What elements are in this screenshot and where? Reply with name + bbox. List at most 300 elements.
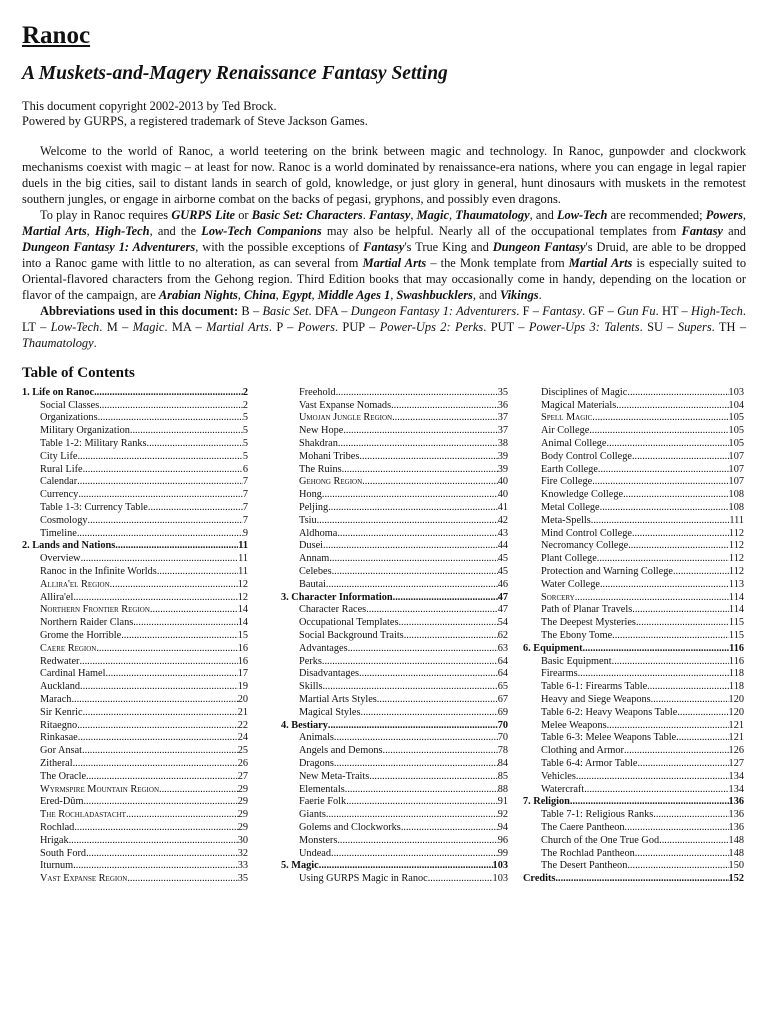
toc-entry-title: Firearms xyxy=(541,668,578,680)
toc-entry[interactable] xyxy=(523,656,744,669)
toc-leader-dots xyxy=(592,476,728,489)
book-title: Middle Ages 1 xyxy=(317,287,391,302)
toc-entry[interactable] xyxy=(22,387,248,400)
toc-page-number: 15 xyxy=(237,630,248,642)
toc-page-number: 134 xyxy=(728,770,744,782)
book-title: GURPS Lite xyxy=(171,207,236,222)
toc-leader-dots xyxy=(345,784,498,797)
toc-entry[interactable] xyxy=(523,848,744,861)
toc-leader-dots xyxy=(659,835,728,848)
toc-entry[interactable] xyxy=(523,860,744,873)
toc-leader-dots xyxy=(127,873,237,886)
toc-leader-dots xyxy=(121,630,237,643)
toc-entry-title: Timeline xyxy=(40,527,77,539)
text-run: . xyxy=(93,335,97,350)
toc-entry[interactable] xyxy=(22,489,248,502)
toc-page-number: 112 xyxy=(728,540,744,552)
toc-entry[interactable] xyxy=(22,540,248,553)
toc-entry[interactable] xyxy=(281,720,508,733)
toc-leader-dots xyxy=(99,400,243,413)
toc-page-number: 17 xyxy=(237,668,248,680)
trademark-line: Powered by GURPS, a registered trademark of Steve Jackson Games. xyxy=(22,113,368,128)
toc-page-number: 33 xyxy=(237,860,248,872)
toc-entry-title: City Life xyxy=(40,450,78,462)
toc-leader-dots xyxy=(607,720,729,733)
toc-page-number: 152 xyxy=(728,873,744,885)
toc-entry-title: Overview xyxy=(40,553,81,565)
toc-entry[interactable] xyxy=(281,796,508,809)
toc-entry[interactable] xyxy=(523,515,744,528)
intro-paragraph xyxy=(22,207,746,303)
toc-leader-dots xyxy=(86,771,238,784)
toc-entry-title: Auckland xyxy=(40,681,81,693)
toc-page-number: 32 xyxy=(237,847,248,859)
book-title: Vikings xyxy=(500,287,539,302)
toc-entry[interactable] xyxy=(523,784,744,797)
toc-leader-dots xyxy=(157,566,238,579)
toc-entry-title: The Desert Pantheon xyxy=(541,860,628,872)
toc-entry[interactable] xyxy=(281,784,508,797)
toc-entry[interactable] xyxy=(281,412,508,425)
toc-entry[interactable] xyxy=(22,720,248,733)
toc-entry[interactable] xyxy=(281,822,508,835)
toc-page-number: 67 xyxy=(497,694,508,706)
toc-entry[interactable] xyxy=(281,579,508,592)
toc-leader-dots xyxy=(637,758,728,771)
toc-leader-dots xyxy=(377,694,498,707)
toc-entry[interactable] xyxy=(22,412,248,425)
toc-leader-dots xyxy=(555,873,728,886)
toc-entry[interactable] xyxy=(22,400,248,413)
text-run: are recommended; xyxy=(607,207,706,222)
italic-text: Dungeon Fantasy 1: Adventurers xyxy=(350,303,517,318)
toc-page-number: 45 xyxy=(497,566,508,578)
toc-entry[interactable] xyxy=(281,809,508,822)
book-title: Martial Arts xyxy=(568,255,633,270)
toc-entry[interactable] xyxy=(22,643,248,656)
toc-entry[interactable] xyxy=(22,732,248,745)
toc-entry[interactable] xyxy=(523,707,744,720)
toc-entry[interactable] xyxy=(22,604,248,617)
toc-entry[interactable] xyxy=(523,412,744,425)
toc-page-number: 38 xyxy=(497,438,508,450)
toc-page-number: 108 xyxy=(728,502,744,514)
toc-entry[interactable] xyxy=(281,387,508,400)
text-run: is especially suited to Oriental-flavored characters from the Gehong region. Third Edition books that may occasionally come in handy, depending on the location or flavor of the campaign, are xyxy=(22,255,747,302)
toc-leader-dots xyxy=(77,476,243,489)
toc-entry[interactable] xyxy=(281,771,508,784)
toc-page-number: 114 xyxy=(728,591,744,603)
text-run: . M – xyxy=(99,319,133,334)
toc-leader-dots xyxy=(69,835,238,848)
toc-entry-title: Mohani Tribes xyxy=(299,450,360,462)
toc-leader-dots xyxy=(598,464,729,477)
italic-text: Fantasy xyxy=(542,303,583,318)
toc-entry-title: Animals xyxy=(299,732,334,744)
toc-entry[interactable] xyxy=(523,720,744,733)
toc-entry[interactable] xyxy=(281,758,508,771)
toc-entry[interactable] xyxy=(281,476,508,489)
toc-entry[interactable] xyxy=(523,681,744,694)
toc-page-number: 148 xyxy=(728,847,744,859)
toc-leader-dots xyxy=(600,579,729,592)
toc-leader-dots xyxy=(676,732,728,745)
toc-leader-dots xyxy=(616,400,728,413)
text-run: , and xyxy=(529,207,557,222)
toc-entry-title: Table 6-4: Armor Table xyxy=(541,758,638,769)
toc-entry[interactable] xyxy=(22,630,248,643)
toc-leader-dots xyxy=(383,745,498,758)
toc-page-number: 54 xyxy=(497,617,508,629)
text-run: . GF – xyxy=(582,303,618,318)
toc-entry[interactable] xyxy=(523,425,744,438)
toc-entry[interactable] xyxy=(22,566,248,579)
toc-entry[interactable] xyxy=(523,579,744,592)
toc-entry-title: Rural Life xyxy=(40,463,83,475)
toc-leader-dots xyxy=(328,720,498,733)
toc-entry[interactable] xyxy=(22,476,248,489)
toc-page-number: 88 xyxy=(497,783,508,795)
toc-leader-dots xyxy=(159,784,238,797)
book-title: Egypt xyxy=(281,287,312,302)
toc-entry[interactable] xyxy=(523,604,744,617)
toc-entry[interactable] xyxy=(523,732,744,745)
toc-entry[interactable] xyxy=(281,643,508,656)
toc-leader-dots xyxy=(337,835,497,848)
toc-leader-dots xyxy=(334,758,498,771)
toc-page-number: 44 xyxy=(497,540,508,552)
toc-entry[interactable] xyxy=(523,617,744,630)
toc-entry-title: Gor Ansat xyxy=(40,745,83,757)
toc-page-number: 16 xyxy=(237,655,248,667)
toc-leader-dots xyxy=(147,438,243,451)
toc-leader-dots xyxy=(392,412,498,425)
toc-entry-title: Faerie Folk xyxy=(299,796,347,808)
toc-entry[interactable] xyxy=(22,848,248,861)
toc-page-number: 16 xyxy=(237,642,248,654)
toc-leader-dots xyxy=(346,796,498,809)
toc-entry[interactable] xyxy=(22,656,248,669)
toc-entry-title: Ered-Dûm xyxy=(40,796,84,808)
italic-text: Magic xyxy=(132,319,165,334)
toc-entry[interactable] xyxy=(281,707,508,720)
toc-entry[interactable] xyxy=(281,515,508,528)
toc-entry[interactable] xyxy=(523,809,744,822)
toc-page-number: 5 xyxy=(242,412,248,424)
toc-entry[interactable] xyxy=(523,438,744,451)
toc-entry[interactable] xyxy=(22,796,248,809)
toc-entry-title: Metal College xyxy=(541,502,600,514)
toc-entry[interactable] xyxy=(281,860,508,873)
toc-entry[interactable] xyxy=(22,528,248,541)
toc-entry[interactable] xyxy=(523,796,744,809)
toc-entry[interactable] xyxy=(281,668,508,681)
toc-entry[interactable] xyxy=(523,540,744,553)
toc-leader-dots xyxy=(632,604,729,617)
toc-entry[interactable] xyxy=(281,566,508,579)
toc-entry-title: Undead xyxy=(299,847,332,859)
toc-leader-dots xyxy=(623,489,728,502)
toc-entry[interactable] xyxy=(523,451,744,464)
table-of-contents xyxy=(22,387,746,886)
toc-entry[interactable] xyxy=(22,771,248,784)
toc-page-number: 121 xyxy=(728,732,744,744)
toc-leader-dots xyxy=(578,668,729,681)
toc-entry[interactable] xyxy=(523,822,744,835)
book-title: Martial Arts xyxy=(362,255,427,270)
toc-entry[interactable] xyxy=(523,694,744,707)
toc-entry[interactable] xyxy=(22,835,248,848)
toc-page-number: 136 xyxy=(728,821,744,833)
toc-entry[interactable] xyxy=(523,489,744,502)
toc-entry[interactable] xyxy=(281,604,508,617)
toc-entry[interactable] xyxy=(523,502,744,515)
toc-entry[interactable] xyxy=(22,822,248,835)
toc-leader-dots xyxy=(105,668,237,681)
toc-entry[interactable] xyxy=(523,745,744,758)
toc-entry[interactable] xyxy=(281,438,508,451)
toc-entry[interactable] xyxy=(523,553,744,566)
toc-entry[interactable] xyxy=(523,758,744,771)
toc-leader-dots xyxy=(366,604,498,617)
toc-leader-dots xyxy=(338,438,498,451)
toc-entry[interactable] xyxy=(22,860,248,873)
toc-entry-title: Redwater xyxy=(40,655,80,667)
toc-entry-title: Vast Expanse Region xyxy=(40,873,128,885)
toc-leader-dots xyxy=(612,656,729,669)
toc-page-number: 40 xyxy=(497,489,508,501)
toc-entry[interactable] xyxy=(523,643,744,656)
toc-page-number: 7 xyxy=(242,476,248,488)
toc-leader-dots xyxy=(624,745,729,758)
toc-entry-title: Heavy and Siege Weapons xyxy=(541,694,651,706)
text-run: , xyxy=(86,223,95,238)
toc-entry[interactable] xyxy=(523,528,744,541)
toc-entry[interactable] xyxy=(281,540,508,553)
toc-leader-dots xyxy=(428,873,493,886)
toc-entry-title: South Ford xyxy=(40,847,87,859)
toc-entry[interactable] xyxy=(281,681,508,694)
toc-leader-dots xyxy=(150,604,238,617)
toc-entry-title: Disadvantages xyxy=(299,668,360,680)
toc-page-number: 36 xyxy=(497,399,508,411)
toc-entry[interactable] xyxy=(281,489,508,502)
toc-entry[interactable] xyxy=(281,464,508,477)
toc-leader-dots xyxy=(592,412,728,425)
toc-entry-title: 3. Character Information xyxy=(281,591,393,603)
toc-leader-dots xyxy=(77,451,242,464)
text-run: , xyxy=(742,207,747,222)
book-title: Low-Tech xyxy=(556,207,608,222)
toc-entry[interactable] xyxy=(523,592,744,605)
toc-leader-dots xyxy=(96,643,237,656)
toc-entry-title: Credits xyxy=(523,873,556,885)
toc-leader-dots xyxy=(323,540,498,553)
toc-page-number: 70 xyxy=(497,719,508,731)
toc-page-number: 112 xyxy=(728,553,744,565)
toc-page-number: 29 xyxy=(237,796,248,808)
toc-entry-title: New Meta-Traits xyxy=(299,770,370,782)
toc-page-number: 11 xyxy=(238,540,248,552)
toc-entry-title: Giants xyxy=(299,809,326,821)
toc-leader-dots xyxy=(398,617,497,630)
toc-page-number: 120 xyxy=(728,694,744,706)
toc-entry[interactable] xyxy=(281,425,508,438)
toc-entry-title: Ranoc in the Infinite Worlds xyxy=(40,566,157,578)
toc-page-number: 115 xyxy=(728,617,744,629)
toc-entry-title: Earth College xyxy=(541,463,598,475)
toc-entry-title: Advantages xyxy=(299,642,348,654)
toc-entry[interactable] xyxy=(281,451,508,464)
toc-leader-dots xyxy=(343,425,497,438)
toc-entry-title: Watercraft xyxy=(541,783,585,795)
text-run: . MA – xyxy=(164,319,207,334)
toc-entry[interactable] xyxy=(281,745,508,758)
text-run: and xyxy=(722,223,746,238)
toc-entry[interactable] xyxy=(281,502,508,515)
toc-entry[interactable] xyxy=(281,694,508,707)
toc-entry[interactable] xyxy=(22,438,248,451)
toc-entry[interactable] xyxy=(523,400,744,413)
toc-entry[interactable] xyxy=(22,758,248,771)
toc-leader-dots xyxy=(319,860,493,873)
toc-entry[interactable] xyxy=(281,835,508,848)
toc-page-number: 150 xyxy=(728,860,744,872)
toc-entry[interactable] xyxy=(22,451,248,464)
toc-entry[interactable] xyxy=(523,873,744,886)
toc-leader-dots xyxy=(576,771,729,784)
toc-leader-dots xyxy=(348,643,498,656)
toc-leader-dots xyxy=(71,694,237,707)
toc-entry-title: Body Control College xyxy=(541,450,632,462)
toc-page-number: 5 xyxy=(242,450,248,462)
toc-leader-dots xyxy=(78,489,243,502)
toc-entry[interactable] xyxy=(22,425,248,438)
toc-page-number: 111 xyxy=(729,514,744,526)
toc-leader-dots xyxy=(81,553,238,566)
toc-page-number: 19 xyxy=(237,681,248,693)
toc-page-number: 62 xyxy=(497,630,508,642)
toc-page-number: 116 xyxy=(729,642,744,654)
toc-leader-dots xyxy=(328,502,498,515)
toc-entry-title: Path of Planar Travels xyxy=(541,604,633,616)
toc-entry[interactable] xyxy=(22,873,248,886)
toc-entry[interactable] xyxy=(22,694,248,707)
toc-entry[interactable] xyxy=(523,566,744,579)
toc-entry-title: Allira'el xyxy=(40,591,74,603)
book-title: Magic xyxy=(416,207,449,222)
toc-entry-title: Freehold xyxy=(299,386,336,398)
book-title: Fantasy xyxy=(363,239,405,254)
toc-entry-title: The Rochlad Pantheon xyxy=(541,847,635,859)
toc-entry[interactable] xyxy=(523,464,744,477)
toc-entry-title: Hong xyxy=(299,489,322,501)
toc-leader-dots xyxy=(635,848,729,861)
toc-page-number: 35 xyxy=(497,386,508,398)
toc-leader-dots xyxy=(326,809,498,822)
toc-leader-dots xyxy=(369,771,497,784)
toc-entry[interactable] xyxy=(22,592,248,605)
toc-entry[interactable] xyxy=(523,387,744,400)
toc-entry[interactable] xyxy=(22,502,248,515)
toc-leader-dots xyxy=(583,643,730,656)
text-run: , xyxy=(237,287,244,302)
toc-entry[interactable] xyxy=(281,553,508,566)
toc-entry[interactable] xyxy=(22,515,248,528)
toc-entry[interactable] xyxy=(281,848,508,861)
toc-entry[interactable] xyxy=(281,732,508,745)
toc-page-number: 96 xyxy=(497,834,508,846)
book-title: China xyxy=(243,287,276,302)
toc-entry[interactable] xyxy=(22,784,248,797)
italic-text: High-Tech xyxy=(691,303,743,318)
toc-entry[interactable] xyxy=(22,745,248,758)
toc-entry[interactable] xyxy=(22,707,248,720)
toc-entry[interactable] xyxy=(523,771,744,784)
toc-leader-dots xyxy=(570,796,729,809)
toc-leader-dots xyxy=(677,707,728,720)
bold-label: Abbreviations used in this document: xyxy=(40,303,239,318)
toc-entry[interactable] xyxy=(523,630,744,643)
text-run: , and the xyxy=(149,223,202,238)
italic-text: Power-Ups 3: Talents xyxy=(528,319,640,334)
toc-entry[interactable] xyxy=(523,476,744,489)
toc-entry-title: Necromancy College xyxy=(541,540,629,552)
copyright-line: This document copyright 2002-2013 by Ted Brock. xyxy=(22,98,277,113)
toc-page-number: 118 xyxy=(728,681,744,693)
intro-paragraph xyxy=(22,143,746,207)
text-run: Welcome to the world of Ranoc, a world teetering on the brink between magic and technology. In Ranoc, gunpowder and clockwork mechanisms coexist with magic – at least for now. Ranoc is a world dominated by renaissance-era nations, where you can engage in legal rapier duels in the big cities, sail to distant lands in search of gold, knowledge, or just glory in general, hunt dinosaurs with muskets in the remotest southern jungles, or engage in airborne combat on the backs of pegasi, gryphons, and possibly even dragons. xyxy=(22,143,746,206)
book-title: Basic Set: Characters xyxy=(251,207,363,222)
toc-page-number: 78 xyxy=(497,745,508,757)
text-run: . F – xyxy=(516,303,543,318)
toc-entry[interactable] xyxy=(523,668,744,681)
toc-leader-dots xyxy=(612,630,729,643)
book-title: Dungeon Fantasy 1: Adventurers xyxy=(22,239,196,254)
toc-entry-title: Basic Equipment xyxy=(541,655,612,667)
toc-page-number: 107 xyxy=(728,476,744,488)
toc-page-number: 47 xyxy=(497,604,508,616)
toc-entry-title: Military Organization xyxy=(40,425,130,437)
toc-entry[interactable] xyxy=(22,668,248,681)
toc-entry[interactable] xyxy=(281,400,508,413)
toc-entry[interactable] xyxy=(523,835,744,848)
toc-entry[interactable] xyxy=(281,528,508,541)
toc-entry-title: Peljing xyxy=(299,502,329,514)
toc-entry[interactable] xyxy=(281,656,508,669)
toc-entry[interactable] xyxy=(22,579,248,592)
toc-leader-dots xyxy=(77,720,238,733)
toc-entry[interactable] xyxy=(22,617,248,630)
toc-page-number: 108 xyxy=(728,489,744,501)
toc-entry[interactable] xyxy=(22,809,248,822)
italic-text: Low-Tech xyxy=(50,319,100,334)
toc-entry-title: Grome the Horrible xyxy=(40,630,122,642)
toc-leader-dots xyxy=(86,848,238,861)
toc-page-number: 105 xyxy=(728,438,744,450)
toc-entry[interactable] xyxy=(281,630,508,643)
toc-entry[interactable] xyxy=(281,617,508,630)
toc-entry[interactable] xyxy=(281,592,508,605)
book-title: Fantasy xyxy=(369,207,411,222)
toc-entry-title: 6. Equipment xyxy=(523,642,583,654)
toc-entry-title: Knowledge College xyxy=(541,489,624,501)
toc-entry[interactable] xyxy=(22,553,248,566)
toc-entry[interactable] xyxy=(281,873,508,886)
toc-entry[interactable] xyxy=(22,464,248,477)
toc-leader-dots xyxy=(80,681,238,694)
toc-entry[interactable] xyxy=(22,681,248,694)
